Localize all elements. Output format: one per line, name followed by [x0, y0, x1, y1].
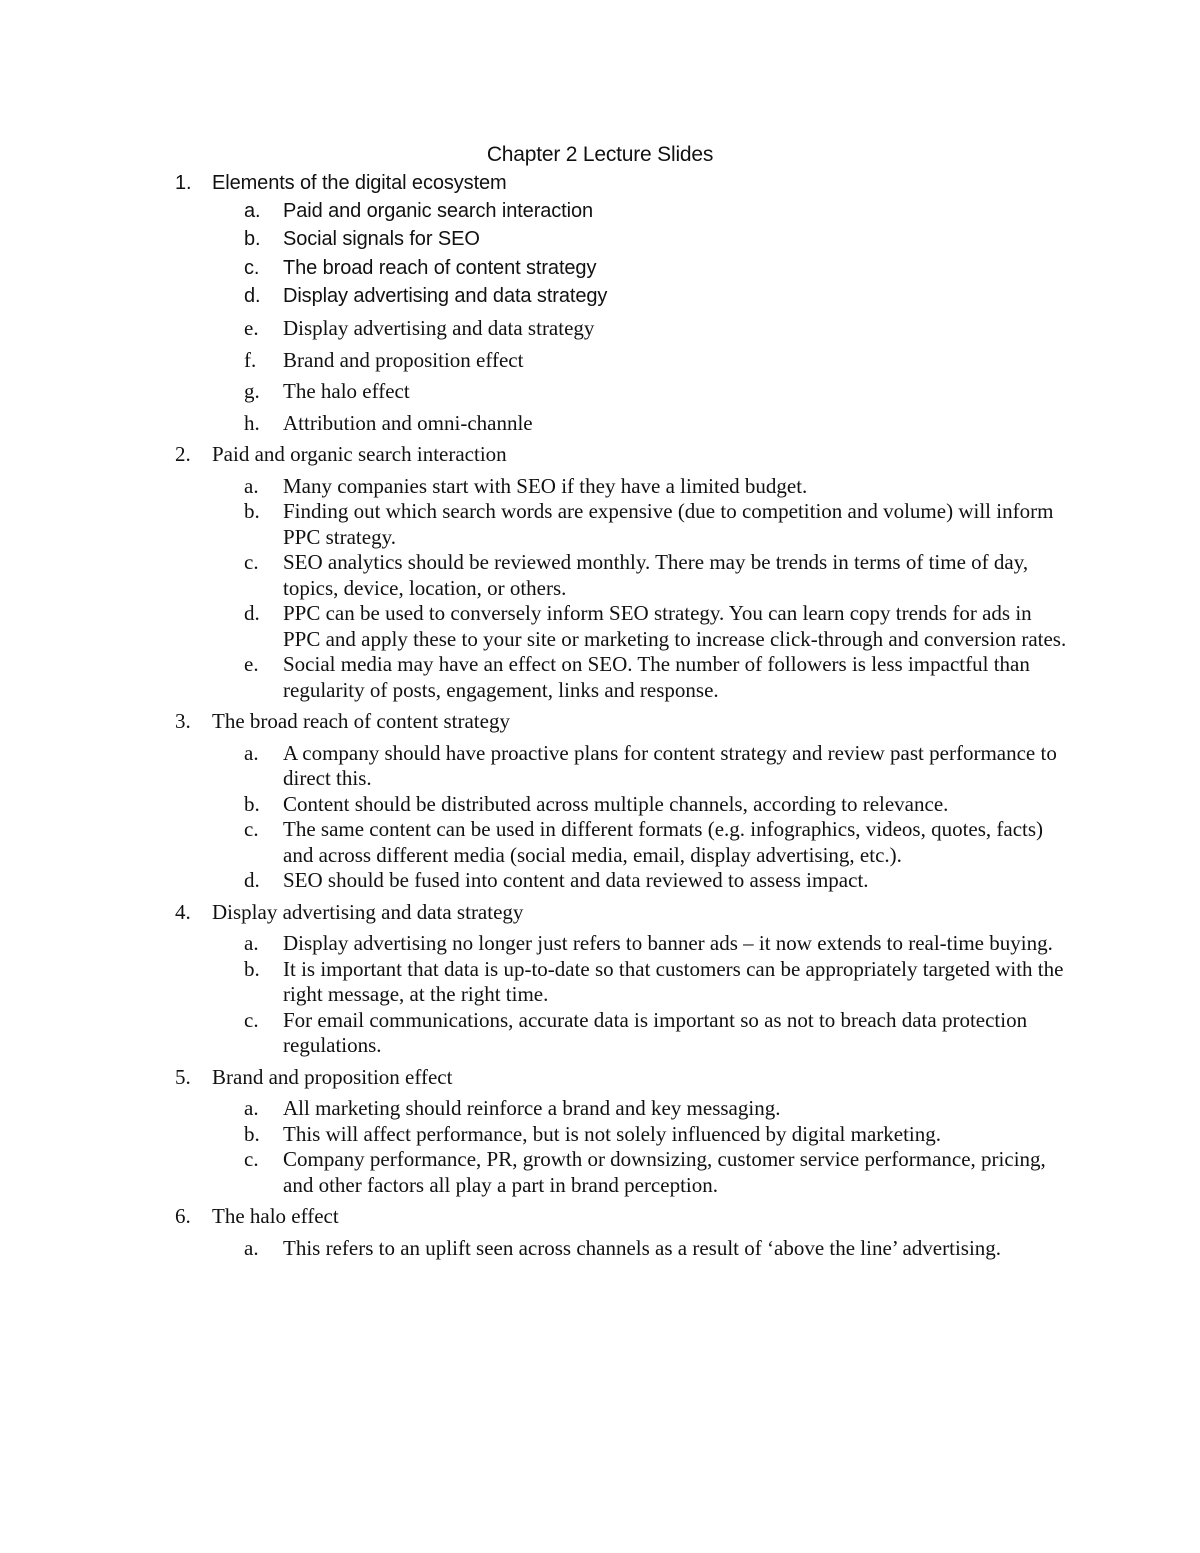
- list-item: [0, 931, 1200, 957]
- list-item: [0, 1122, 1200, 1148]
- list-marker: a.: [244, 1096, 259, 1121]
- list-item-text: Finding out which search words are expensive (due to competition and volume) will inform PPC strategy.: [283, 499, 1054, 549]
- list-marker: a.: [244, 473, 259, 498]
- list-item: [0, 348, 1200, 374]
- list-item: [0, 254, 1200, 282]
- list-item-text: Attribution and omni-channle: [283, 410, 533, 435]
- list-item-text: Many companies start with SEO if they have a limited budget.: [283, 473, 808, 498]
- list-marker: d.: [244, 601, 260, 626]
- list-item-text: Content should be distributed across multiple channels, according to relevance.: [283, 791, 949, 816]
- list-marker: a.: [244, 200, 261, 223]
- list-item-text: For email communications, accurate data is important so as not to breach data protection regulations.: [283, 1007, 1028, 1058]
- list-marker: a.: [244, 1235, 259, 1260]
- list-item-text: Company performance, PR, growth or downsizing, customer service performance, pricing, and other factors all play a part in brand perception.: [283, 1147, 1046, 1197]
- list-item: [0, 817, 1200, 868]
- list-item: [0, 652, 1200, 703]
- section-heading: [0, 1065, 1200, 1091]
- list-marker: 2.: [175, 442, 191, 467]
- list-item-text: Display advertising no longer just refers to banner ads – it now extends to real-time buying.: [283, 931, 1053, 956]
- list-item: [0, 550, 1200, 601]
- list-item-text: The broad reach of content strategy: [283, 256, 597, 279]
- list-marker: f.: [244, 347, 257, 372]
- list-item-text: Elements of the digital ecosystem: [212, 172, 507, 194]
- list-marker: a.: [244, 740, 259, 765]
- list-marker: b.: [244, 956, 260, 981]
- list-item-text: Paid and organic search interaction: [212, 442, 507, 467]
- list-item: [0, 868, 1200, 894]
- list-item: [0, 197, 1200, 225]
- list-item-text: A company should have proactive plans for content strategy and review past performance to direct this.: [283, 740, 1057, 791]
- list-marker: b.: [244, 791, 260, 816]
- list-item-text: Paid and organic search interaction: [283, 200, 594, 223]
- page-title: Chapter 2 Lecture Slides: [486, 143, 714, 166]
- list-item-text: The halo effect: [283, 379, 410, 404]
- list-marker: e.: [244, 316, 259, 341]
- section-heading: [0, 900, 1200, 926]
- list-marker: b.: [244, 1121, 260, 1146]
- list-marker: b.: [244, 228, 261, 251]
- list-item: [0, 792, 1200, 818]
- list-item: [0, 1008, 1200, 1059]
- list-item-text: SEO analytics should be reviewed monthly. There may be trends in terms of time of day, topics, device, location, or others.: [283, 550, 1029, 600]
- list-item: [0, 316, 1200, 342]
- list-item-text: It is important that data is up-to-date so that customers can be appropriately targeted with the right message, at the right time.: [283, 956, 1064, 1007]
- list-marker: c.: [244, 817, 259, 842]
- list-marker: b.: [244, 499, 260, 524]
- list-item-text: This will affect performance, but is not solely influenced by digital marketing.: [283, 1121, 942, 1146]
- list-item: [0, 601, 1200, 652]
- list-item-text: Display advertising and data strategy: [283, 284, 608, 307]
- list-item: [0, 957, 1200, 1008]
- list-marker: c.: [244, 256, 260, 279]
- list-item-text: PPC can be used to conversely inform SEO strategy. You can learn copy trends for ads in PPC and apply these to your site or marketing to increase click-through and conversion rates.: [283, 601, 1067, 651]
- list-marker: d.: [244, 868, 260, 893]
- list-marker: a.: [244, 931, 259, 956]
- list-item: [0, 741, 1200, 792]
- list-item-text: Brand and proposition effect: [212, 1064, 453, 1089]
- list-marker: 4.: [175, 899, 191, 924]
- list-item: [0, 411, 1200, 437]
- list-marker: e.: [244, 652, 259, 677]
- list-marker: 1.: [175, 172, 192, 194]
- list-item-text: The halo effect: [212, 1204, 339, 1229]
- section-heading: [0, 1204, 1200, 1230]
- list-marker: c.: [244, 1007, 259, 1032]
- section-heading: [0, 442, 1200, 468]
- list-item: [0, 474, 1200, 500]
- list-marker: 3.: [175, 709, 191, 734]
- list-marker: g.: [244, 379, 260, 404]
- list-item-text: Display advertising and data strategy: [283, 316, 595, 341]
- list-item: [0, 282, 1200, 310]
- list-item-text: Brand and proposition effect: [283, 347, 524, 372]
- outline-list: [0, 169, 1200, 1261]
- list-item-text: The same content can be used in different formats (e.g. infographics, videos, quotes, facts) and across different media (social media, email, display advertising, etc.).: [283, 817, 1044, 867]
- list-item: [0, 499, 1200, 550]
- list-item-text: The broad reach of content strategy: [212, 709, 510, 734]
- list-item: [0, 1236, 1200, 1262]
- list-item-text: Social signals for SEO: [283, 228, 480, 251]
- list-item-text: SEO should be fused into content and data reviewed to assess impact.: [283, 868, 869, 893]
- list-item-text: Social media may have an effect on SEO. The number of followers is less impactful than regularity of posts, engagement, links and response.: [283, 652, 1030, 702]
- list-item-text: All marketing should reinforce a brand and key messaging.: [283, 1096, 781, 1121]
- list-item: [0, 1096, 1200, 1122]
- list-item: [0, 379, 1200, 405]
- list-marker: h.: [244, 410, 260, 435]
- list-marker: c.: [244, 1147, 259, 1172]
- section-heading: [0, 169, 1200, 197]
- list-item: [0, 1147, 1200, 1198]
- list-marker: 6.: [175, 1204, 191, 1229]
- list-marker: 5.: [175, 1064, 191, 1089]
- list-item-text: This refers to an uplift seen across channels as a result of ‘above the line’ advertising.: [283, 1235, 1002, 1260]
- section-heading: [0, 709, 1200, 735]
- list-item: [0, 225, 1200, 253]
- list-marker: d.: [244, 284, 261, 307]
- list-marker: c.: [244, 550, 259, 575]
- list-item-text: Display advertising and data strategy: [212, 899, 524, 924]
